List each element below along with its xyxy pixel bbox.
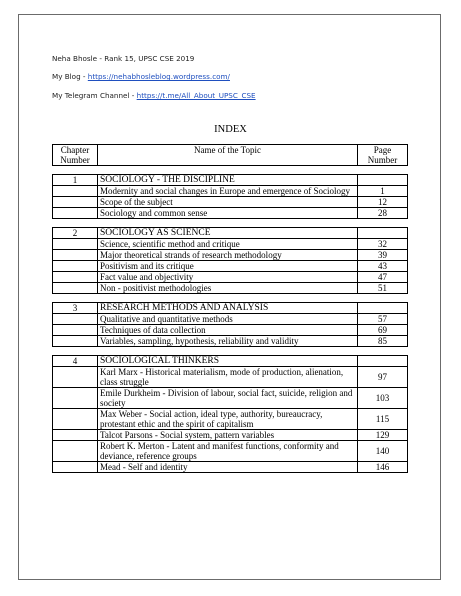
topic-row: [53, 367, 408, 388]
chapter-number: 3: [53, 303, 98, 314]
topic-name: Robert K. Merton - Latent and manifest functions, conformity and deviance, reference groups: [98, 441, 358, 462]
topic-row: [53, 208, 408, 219]
chapter-page-blank: [358, 356, 408, 367]
chapter-row: [53, 228, 408, 239]
topic-chapter-blank: [53, 283, 98, 294]
topic-chapter-blank: [53, 441, 98, 462]
topic-page: 28: [358, 208, 408, 219]
topic-page: 1: [358, 186, 408, 197]
chapter-page-blank: [358, 228, 408, 239]
topic-name: Fact value and objectivity: [98, 272, 358, 283]
topic-page: 69: [358, 325, 408, 336]
topic-name: Techniques of data collection: [98, 325, 358, 336]
chapter-spacer: [53, 347, 408, 356]
topic-chapter-blank: [53, 314, 98, 325]
topic-chapter-blank: [53, 250, 98, 261]
telegram-label: My Telegram Channel -: [52, 91, 137, 100]
chapter-title: RESEARCH METHODS AND ANALYSIS: [98, 303, 358, 314]
topic-page: 97: [358, 367, 408, 388]
author-line: Neha Bhosle - Rank 15, UPSC CSE 2019: [52, 54, 195, 63]
spacer-cell: [53, 294, 408, 303]
topic-row: [53, 261, 408, 272]
topic-page: 103: [358, 388, 408, 409]
topic-name: Qualitative and quantitative methods: [98, 314, 358, 325]
topic-page: 140: [358, 441, 408, 462]
topic-page: 57: [358, 314, 408, 325]
topic-page: 115: [358, 409, 408, 430]
chapter-row: [53, 175, 408, 186]
topic-name: Major theoretical strands of research methodology: [98, 250, 358, 261]
telegram-link[interactable]: https://t.me/All_About_UPSC_CSE: [136, 91, 256, 100]
topic-row: [53, 197, 408, 208]
topic-row: [53, 186, 408, 197]
chapter-spacer: [53, 294, 408, 303]
chapter-number: 1: [53, 175, 98, 186]
spacer-cell: [53, 166, 408, 175]
topic-page: 47: [358, 272, 408, 283]
topic-chapter-blank: [53, 430, 98, 441]
telegram-line: [52, 91, 256, 100]
topic-chapter-blank: [53, 239, 98, 250]
chapter-page-blank: [358, 303, 408, 314]
chapter-row: [53, 303, 408, 314]
blog-label: My Blog -: [52, 72, 88, 81]
topic-page: 39: [358, 250, 408, 261]
topic-name: Modernity and social changes in Europe and emergence of Sociology: [98, 186, 358, 197]
topic-row: [53, 314, 408, 325]
topic-row: [53, 250, 408, 261]
chapter-spacer: [53, 166, 408, 175]
topic-page: 146: [358, 462, 408, 473]
topic-chapter-blank: [53, 325, 98, 336]
col-header-chapter: Chapter Number: [53, 145, 98, 166]
topic-chapter-blank: [53, 462, 98, 473]
topic-chapter-blank: [53, 186, 98, 197]
topic-page: 129: [358, 430, 408, 441]
topic-chapter-blank: [53, 409, 98, 430]
topic-row: [53, 430, 408, 441]
chapter-number: 4: [53, 356, 98, 367]
topic-page: 85: [358, 336, 408, 347]
topic-page: 32: [358, 239, 408, 250]
topic-chapter-blank: [53, 388, 98, 409]
topic-chapter-blank: [53, 197, 98, 208]
topic-page: 51: [358, 283, 408, 294]
topic-row: [53, 283, 408, 294]
topic-name: Mead - Self and identity: [98, 462, 358, 473]
topic-row: [53, 336, 408, 347]
chapter-title: SOCIOLOGY AS SCIENCE: [98, 228, 358, 239]
chapter-number: 2: [53, 228, 98, 239]
chapter-row: [53, 356, 408, 367]
topic-row: [53, 409, 408, 430]
topic-row: [53, 239, 408, 250]
table-header-row: [53, 145, 408, 166]
topic-chapter-blank: [53, 208, 98, 219]
topic-page: 12: [358, 197, 408, 208]
index-table: [52, 144, 408, 473]
topic-chapter-blank: [53, 272, 98, 283]
spacer-cell: [53, 347, 408, 356]
topic-chapter-blank: [53, 261, 98, 272]
topic-name: Talcot Parsons - Social system, pattern variables: [98, 430, 358, 441]
topic-name: Positivism and its critique: [98, 261, 358, 272]
chapter-title: SOCIOLOGY - THE DISCIPLINE: [98, 175, 358, 186]
chapter-page-blank: [358, 175, 408, 186]
col-header-page: Page Number: [358, 145, 408, 166]
topic-row: [53, 441, 408, 462]
blog-line: [52, 72, 230, 81]
topic-name: Scope of the subject: [98, 197, 358, 208]
topic-page: 43: [358, 261, 408, 272]
topic-row: [53, 325, 408, 336]
index-title: INDEX: [214, 124, 247, 135]
topic-row: [53, 388, 408, 409]
chapter-title: SOCIOLOGICAL THINKERS: [98, 356, 358, 367]
col-header-topic: Name of the Topic: [98, 145, 358, 166]
topic-row: [53, 272, 408, 283]
topic-chapter-blank: [53, 336, 98, 347]
blog-link[interactable]: https://nehabhosleblog.wordpress.com/: [87, 72, 230, 81]
topic-name: Sociology and common sense: [98, 208, 358, 219]
spacer-cell: [53, 219, 408, 228]
topic-name: Karl Marx - Historical materialism, mode of production, alienation, class struggle: [98, 367, 358, 388]
topic-name: Emile Durkheim - Division of labour, social fact, suicide, religion and society: [98, 388, 358, 409]
chapter-spacer: [53, 219, 408, 228]
topic-row: [53, 462, 408, 473]
topic-name: Non - positivist methodologies: [98, 283, 358, 294]
topic-name: Max Weber - Social action, ideal type, authority, bureaucracy, protestant ethic and the spirit of capitalism: [98, 409, 358, 430]
topic-name: Variables, sampling, hypothesis, reliability and validity: [98, 336, 358, 347]
topic-name: Science, scientific method and critique: [98, 239, 358, 250]
topic-chapter-blank: [53, 367, 98, 388]
